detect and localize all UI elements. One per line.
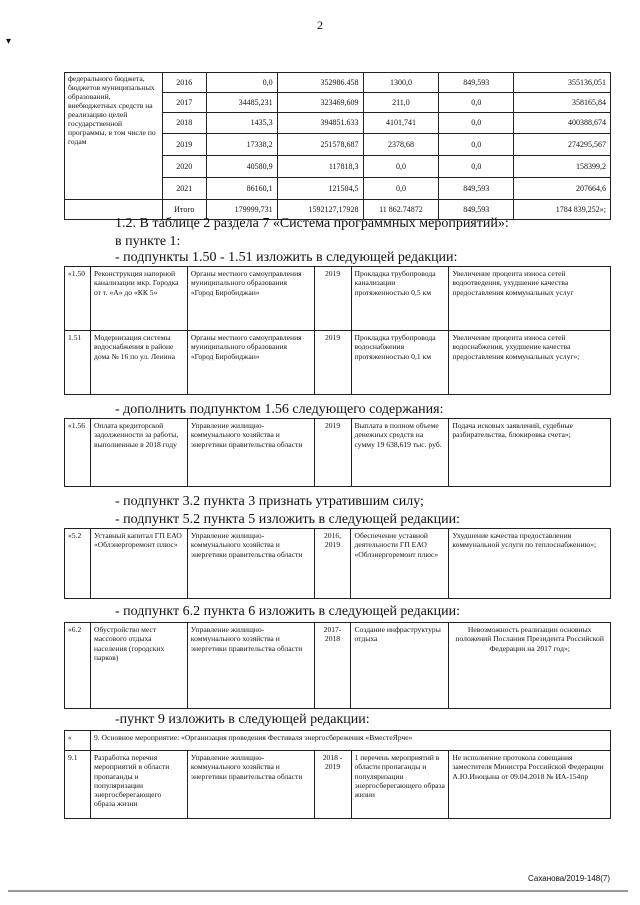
cell-term: 2019 [314,267,351,331]
cell-result: Прокладка трубопровода канализации протяженностью 0,5 км [351,267,449,331]
funding-label: федерального бюджета, бюджетов муниципальных образований, внебюджетных средств на реализацию целей государственной программы, в том числе по годам [65,73,163,200]
cell-value: 274295,567 [514,134,611,156]
cell-value: 211,0 [363,93,439,113]
table-62 [64,622,611,709]
cell-year: 2017 [162,93,206,113]
para-add-156: - дополнить подпунктом 1.56 следующего содержания: [115,402,444,417]
cell-consequence: Не исполнение протокола совещания заместителя Министра Российской Федерации А.Ю.Иноцына от 09.04.2018 № ИА-154пр [449,751,611,819]
table-52 [64,528,611,599]
scan-edge [8,890,628,892]
cell-num: «1.56 [65,419,91,487]
para-point-1: в пункте 1: [115,234,181,249]
cell-total-label: Итого [162,200,206,220]
cell-name: Реконструкция напорной канализации мкр. Городка от т. «А» до «КК 5» [90,267,187,331]
cell-value: 207664,6 [514,178,611,200]
table-row [65,529,611,599]
cell-value: 86160,1 [206,178,277,200]
cell-value: 1435,3 [206,113,277,134]
cell-year: 2018 [162,113,206,134]
cell-value: 394851.633 [277,113,363,134]
cell-value: 1784 839,252»; [514,200,611,220]
para-1-2: 1.2. В таблице 2 раздела 7 «Система программных мероприятий»: [115,216,509,231]
cell-consequence: Подача исковых заявлений, судебные разбирательства, блокировка счета»; [449,419,611,487]
cell-num: «6.2 [65,623,91,709]
cell-result: Прокладка трубопровода водоснабжения протяженностью 0,1 км [351,331,449,395]
cell-name: Уставный капитал ГП ЕАО «Облэнергоремонт плюс» [90,529,187,599]
cell-result: Обеспечение уставной деятельности ГП ЕАО «Облэнергоремонт плюс» [351,529,449,599]
table-row [65,751,611,819]
cell-term: 2018 - 2019 [314,751,351,819]
cell-value: 179999,731 [206,200,277,220]
cell-value: 849,593 [439,178,514,200]
cell-executor: Органы местного самоуправления муниципального образования «Город Биробиджан» [187,267,314,331]
cell-value: 0,0 [363,178,439,200]
cell-year: 2019 [162,134,206,156]
cell-value: 358165,84 [514,93,611,113]
cell-consequence: Увеличение процента износа сетей водоснабжения, ухудшение качества предоставления коммунальных услуг»; [449,331,611,395]
cell-executor: Органы местного самоуправления муниципального образования «Город Биробиджан» [187,331,314,395]
cell-term: 2019 [314,331,351,395]
table-row [65,267,611,331]
cell-consequence: Увеличение процента износа сетей водоотведения, ухудшение качества предоставления коммунальных услуг [449,267,611,331]
cell-year: 2021 [162,178,206,200]
table-156 [64,418,611,487]
page-number: 2 [317,18,323,32]
cell-value: 849,593 [439,73,514,93]
cell-value: 40580,9 [206,156,277,178]
para-62-edit: - подпункт 6.2 пункта 6 изложить в следующей редакции: [115,604,460,619]
table-row [65,731,611,751]
footer-code: Саханова/2019-148(7) [528,874,610,883]
cell-value: 355136,051 [514,73,611,93]
cell-year: 2020 [162,156,206,178]
cell-value: 0,0 [206,73,277,93]
cell-num: «1.50 [65,267,91,331]
cell-term: 2017-2018 [314,623,351,709]
table-row [65,623,611,709]
para-subpoints-150-151: - подпункты 1.50 - 1.51 изложить в следующей редакции: [115,250,458,265]
cell-num: «5.2 [65,529,91,599]
cell-result: Выплата в полном объеме денежных средств на сумму 19 638,619 тыс. руб. [351,419,449,487]
cell-value: 34485,231 [206,93,277,113]
cell-num: « [65,731,91,751]
cell-value: 117818,3 [277,156,363,178]
cell-executor: Управление жилищно-коммунального хозяйства и энергетики правительства области [187,623,314,709]
cell-result: 1 перечень мероприятий в области пропаганды и популяризации энергосберегающего образа жизни [351,751,449,819]
cell-value: 0,0 [439,93,514,113]
cell-value: 0,0 [439,156,514,178]
cell-num: 1.51 [65,331,91,395]
scan-mark: ▾ [6,36,12,47]
cell-value: 11 862.74872 [363,200,439,220]
table-9 [64,730,611,819]
table-row [65,419,611,487]
cell-name: Разработка перечня мероприятий в области пропаганды и популяризации энергосберегающего образа жизни [90,751,187,819]
cell-consequence: Ухудшение качества предоставления коммунальной услуги по теплоснабжению»; [449,529,611,599]
cell-executor: Управление жилищно-коммунального хозяйства и энергетики правительства области [187,419,314,487]
table-150-151 [64,266,611,395]
cell-name: Оплата кредиторской задолженности за работы, выполненные в 2018 году [90,419,187,487]
cell-value: 2378,68 [363,134,439,156]
cell-executor: Управление жилищно-коммунального хозяйства и энергетики правительства области [187,751,314,819]
cell-value: 0,0 [439,134,514,156]
cell-name: Модернизация системы водоснабжения в районе дома № 16 по ул. Ленина [90,331,187,395]
table-row [65,331,611,395]
cell-value: 849,593 [439,200,514,220]
cell-value: 0,0 [363,156,439,178]
cell-num: 9.1 [65,751,91,819]
cell-value: 158399,2 [514,156,611,178]
para-52-edit: - подпункт 5.2 пункта 5 изложить в следующей редакции: [115,512,460,527]
cell-executor: Управление жилищно-коммунального хозяйства и энергетики правительства области [187,529,314,599]
cell-value: 352986.458 [277,73,363,93]
cell-value: 1300,0 [363,73,439,93]
cell-term: 2019 [314,419,351,487]
para-32-void: - подпункт 3.2 пункта 3 признать утратившим силу; [115,494,424,509]
cell-value: 251578,687 [277,134,363,156]
funding-table [64,72,611,220]
para-9-edit: -пункт 9 изложить в следующей редакции: [115,712,370,727]
cell-value: 400388,674 [514,113,611,134]
cell-value: 4101,741 [363,113,439,134]
cell-value: 1592127,17928 [277,200,363,220]
cell-result: Создание инфраструктуры отдыха [351,623,449,709]
cell-value: 121504,5 [277,178,363,200]
cell-value: 17338,2 [206,134,277,156]
cell-year: 2016 [162,73,206,93]
cell-value: 323469,609 [277,93,363,113]
cell-consequence: Невозможность реализации основных положений Послания Президента Российской Федерации на 2017 год»; [449,623,611,709]
cell-name: Обустройство мест массового отдыха населения (городских парков) [90,623,187,709]
cell-main-event: 9. Основное мероприятие: «Организация проведения Фестиваля энергосбережения «ВместеЯрче» [90,731,610,751]
cell-value: 0,0 [439,113,514,134]
cell-term: 2016, 2019 [314,529,351,599]
